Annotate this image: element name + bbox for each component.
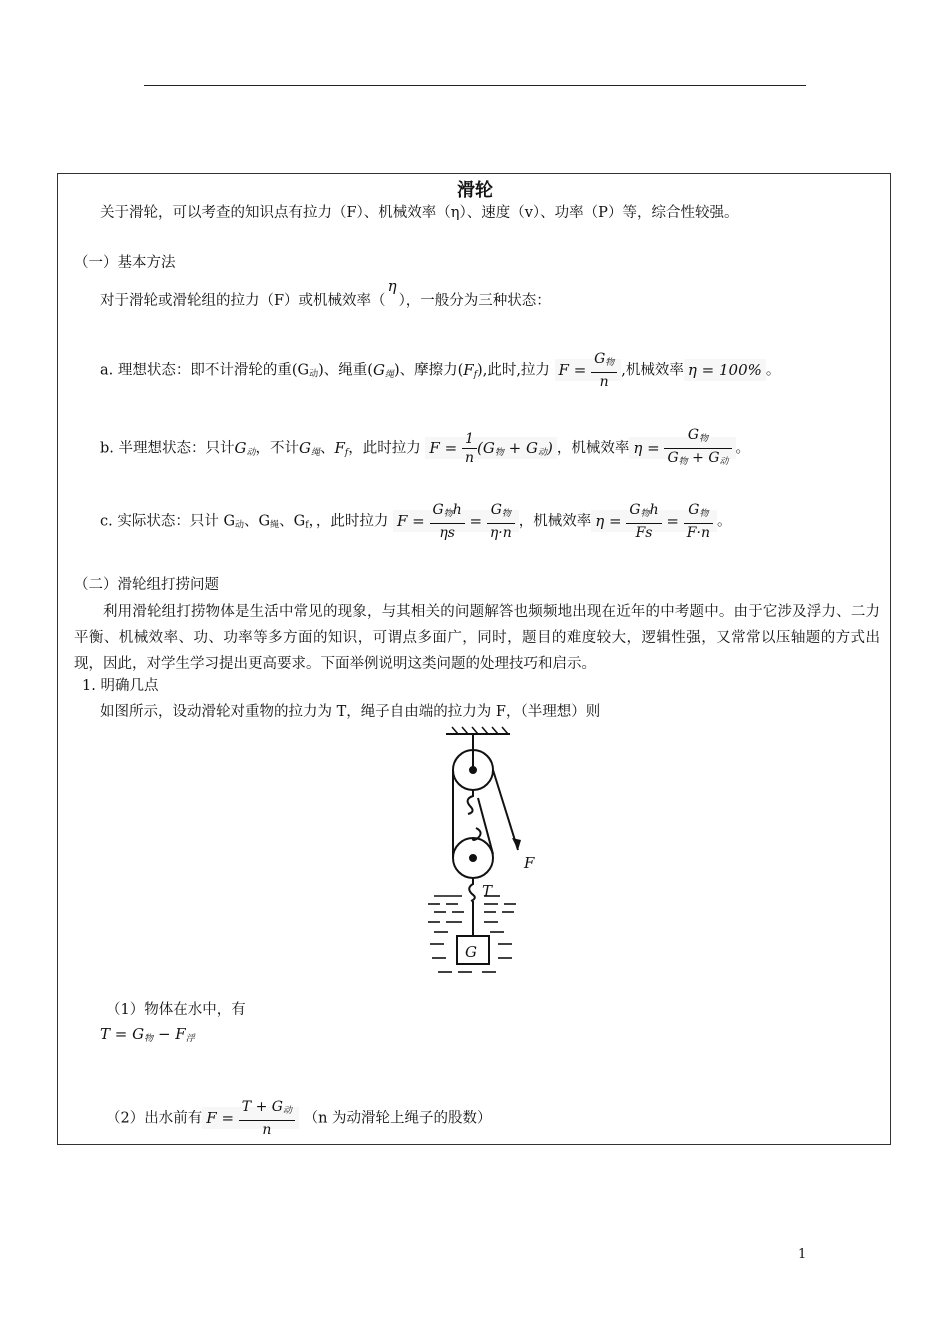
label-G: G [465,943,477,961]
formula-semi-force: F = $\frac{1}{n}$ $(G_物 + G_动)$ [425,437,556,459]
label-F: F [524,854,535,872]
label-T: T [482,882,493,900]
state-b-line: b. 半理想状态：只计$G_动$，不计$G_绳$、$F_f$，此时拉力 F = $\frac{1}{n}$ $(G_物 + G_动)$ ，机械效率 η = $\frac{G_物}{G_物 + G_动}$ 。 [100,427,751,467]
formula-actual-efficiency: η = $\frac{G_物h}{Fs}$ = $\frac{G_物}{F\cdot n}$ [591,510,717,532]
section2-paragraph: 利用滑轮组打捞物体是生活中常见的现象，与其相关的问题解答也频频地出现在近年的中考题中。由于它涉及浮力、二力平衡、机械效率、功、功率等多方面的知识，可谓点多面广，同时，题目的难度较大，逻辑性强，又常常以压轴题的方式出现，因此，对学生学习提出更高要求。下面举例说明这类问题的处理技巧和启示。 [74,604,880,672]
page-title: 滑轮 [457,180,493,201]
page-number: 1 [798,1247,807,1262]
formula-ideal-efficiency: η = 100% [684,359,766,381]
point-heading: 1. 明确几点 [82,678,159,694]
pulley-diagram [426,726,556,978]
state-a-line: a. 理想状态：即不计滑轮的重$(G_动)$、绳重$(G_绳)$、摩擦力$(F_f)$,此时,拉力 F = $\frac{G_物}{n}$ ,机械效率 η = 100% 。 [100,351,781,390]
formula-in-water: $T = G_物 - F_浮$ [100,1025,195,1044]
item-2-line: （2）出水前有 F = $\frac{T + G_动}{n}$ （n 为动滑轮上绳子的股数） [106,1099,492,1138]
formula-before-exit: F = $\frac{T + G_动}{n}$ [202,1107,299,1129]
section2-heading: （二）滑轮组打捞问题 [74,577,219,593]
content-frame [57,173,891,1145]
figure-intro: 如图所示，设动滑轮对重物的拉力为 T，绳子自由端的拉力为 F，（半理想）则 [100,704,601,720]
intro-text: 关于滑轮，可以考查的知识点有拉力（F）、机械效率（η）、速度（v）、功率（P）等，综合性较强。 [100,205,739,221]
header-rule [144,85,806,86]
item-1-text: （1）物体在水中，有 [106,1002,246,1018]
state-c-line: c. 实际状态：只计 $G_动$、$G_绳$、$G_f$，，此时拉力 F = $\frac{G_物h}{\eta s}$ = $\frac{G_物}{\eta\cdot n}$ ，机械效率 η = $\frac{G_物h}{Fs}$ = $\frac{G_物}{F\cdot n}$ 。 [100,502,732,541]
section1-lead: 对于滑轮或滑轮组的拉力（F）或机械效率（η），一般分为三种状态： [100,277,551,309]
section1-heading: （一）基本方法 [74,255,176,271]
formula-semi-efficiency: η = $\frac{G_物}{G_物 + G_动}$ [629,437,735,459]
formula-ideal-force: F = $\frac{G_物}{n}$ [555,359,622,381]
formula-actual-force: F = $\frac{G_物h}{\eta s}$ = $\frac{G_物}{\eta\cdot n}$ [393,510,519,532]
